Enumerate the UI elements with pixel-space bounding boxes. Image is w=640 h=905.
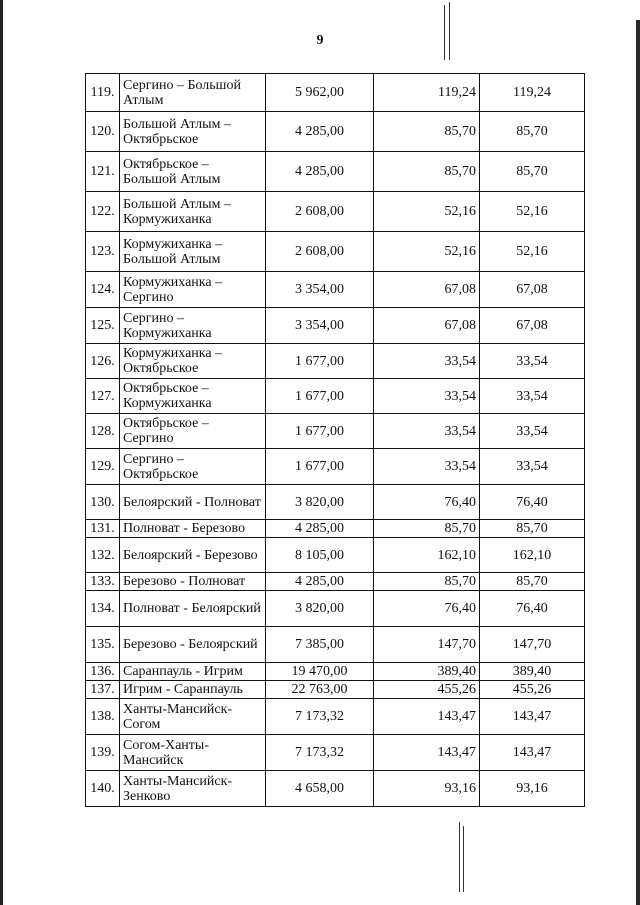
tariff-total: 1 677,00 [266,379,374,414]
route-name: Ханты-Мансийск- Зенково [120,771,266,807]
row-number: 123. [86,232,120,272]
tariff-value-a: 389,40 [374,663,480,681]
row-number: 120. [86,112,120,152]
row-number: 134. [86,591,120,627]
tariff-value-b: 93,16 [480,771,585,807]
page-number: 9 [316,33,324,48]
tariff-total: 22 763,00 [266,681,374,699]
fare-table [85,73,585,807]
row-number: 128. [86,414,120,449]
table-row [86,485,585,520]
route-name: Белоярский - Березово [120,538,266,573]
tariff-total: 5 962,00 [266,74,374,112]
row-number: 122. [86,192,120,232]
tariff-value-b: 67,08 [480,272,585,308]
route-name: Березово - Полноват [120,573,266,591]
tariff-total: 4 285,00 [266,112,374,152]
row-number: 133. [86,573,120,591]
table-row [86,591,585,627]
tariff-value-b: 33,54 [480,379,585,414]
route-name: Большой Атлым – Кормужиханка [120,192,266,232]
tariff-value-b: 455,26 [480,681,585,699]
route-name: Березово - Белоярский [120,627,266,663]
tariff-value-b: 162,10 [480,538,585,573]
row-number: 131. [86,520,120,538]
table-row [86,771,585,807]
tariff-value-a: 33,54 [374,414,480,449]
tariff-value-b: 76,40 [480,485,585,520]
tariff-value-a: 119,24 [374,74,480,112]
scan-mark-top-2 [449,2,450,60]
row-number: 138. [86,699,120,735]
tariff-total: 1 677,00 [266,344,374,379]
tariff-total: 4 658,00 [266,771,374,807]
table-row [86,232,585,272]
tariff-value-b: 85,70 [480,112,585,152]
tariff-value-a: 76,40 [374,485,480,520]
tariff-value-b: 33,54 [480,344,585,379]
route-name: Сергино – Октябрьское [120,449,266,485]
tariff-total: 1 677,00 [266,449,374,485]
tariff-value-b: 143,47 [480,699,585,735]
table-row [86,663,585,681]
row-number: 132. [86,538,120,573]
tariff-value-a: 85,70 [374,112,480,152]
table-row [86,573,585,591]
route-name: Сергино – Кормужиханка [120,308,266,344]
tariff-total: 2 608,00 [266,232,374,272]
row-number: 137. [86,681,120,699]
route-name: Игрим - Саранпауль [120,681,266,699]
tariff-value-a: 67,08 [374,272,480,308]
row-number: 129. [86,449,120,485]
route-name: Саранпауль - Игрим [120,663,266,681]
table-row [86,449,585,485]
route-name: Белоярский - Полноват [120,485,266,520]
tariff-value-b: 119,24 [480,74,585,112]
tariff-value-b: 33,54 [480,414,585,449]
table-row [86,414,585,449]
tariff-value-a: 143,47 [374,699,480,735]
tariff-value-b: 85,70 [480,152,585,192]
scan-edge-right [636,20,640,905]
tariff-value-b: 67,08 [480,308,585,344]
tariff-total: 4 285,00 [266,152,374,192]
tariff-value-a: 52,16 [374,232,480,272]
route-name: Кормужиханка – Октябрьское [120,344,266,379]
table-row [86,735,585,771]
tariff-total: 3 820,00 [266,485,374,520]
route-name: Сергино – Большой Атлым [120,74,266,112]
tariff-total: 2 608,00 [266,192,374,232]
tariff-total: 1 677,00 [266,414,374,449]
row-number: 124. [86,272,120,308]
tariff-value-a: 455,26 [374,681,480,699]
tariff-value-a: 76,40 [374,591,480,627]
tariff-value-a: 93,16 [374,771,480,807]
tariff-value-b: 143,47 [480,735,585,771]
row-number: 119. [86,74,120,112]
table-row [86,74,585,112]
tariff-value-b: 52,16 [480,192,585,232]
route-name: Согом-Ханты- Мансийск [120,735,266,771]
tariff-total: 19 470,00 [266,663,374,681]
row-number: 130. [86,485,120,520]
table-row [86,112,585,152]
tariff-total: 4 285,00 [266,573,374,591]
tariff-total: 3 820,00 [266,591,374,627]
route-name: Ханты-Мансийск- Согом [120,699,266,735]
tariff-value-b: 85,70 [480,520,585,538]
table-row [86,627,585,663]
tariff-value-b: 389,40 [480,663,585,681]
tariff-total: 3 354,00 [266,272,374,308]
scan-edge-left [0,0,3,905]
scan-mark-bottom [459,822,460,892]
route-name: Октябрьское – Кормужиханка [120,379,266,414]
tariff-value-a: 85,70 [374,152,480,192]
row-number: 127. [86,379,120,414]
route-name: Октябрьское – Большой Атлым [120,152,266,192]
route-name: Октябрьское – Сергино [120,414,266,449]
tariff-value-a: 143,47 [374,735,480,771]
table-row [86,520,585,538]
table-row [86,192,585,232]
table-row [86,272,585,308]
tariff-value-a: 147,70 [374,627,480,663]
tariff-value-a: 85,70 [374,573,480,591]
route-name: Полноват - Березово [120,520,266,538]
tariff-value-a: 67,08 [374,308,480,344]
tariff-total: 7 173,32 [266,735,374,771]
route-name: Кормужиханка – Большой Атлым [120,232,266,272]
tariff-value-b: 85,70 [480,573,585,591]
tariff-value-b: 33,54 [480,449,585,485]
row-number: 121. [86,152,120,192]
table-row [86,379,585,414]
tariff-total: 8 105,00 [266,538,374,573]
tariff-value-a: 33,54 [374,344,480,379]
tariff-total: 3 354,00 [266,308,374,344]
tariff-value-b: 52,16 [480,232,585,272]
tariff-value-a: 33,54 [374,449,480,485]
row-number: 136. [86,663,120,681]
table-row [86,538,585,573]
row-number: 126. [86,344,120,379]
table-row [86,344,585,379]
row-number: 140. [86,771,120,807]
tariff-value-b: 147,70 [480,627,585,663]
tariff-value-a: 85,70 [374,520,480,538]
scan-mark-bottom-2 [463,826,464,892]
route-name: Полноват - Белоярский [120,591,266,627]
tariff-total: 4 285,00 [266,520,374,538]
tariff-total: 7 173,32 [266,699,374,735]
tariff-value-b: 76,40 [480,591,585,627]
tariff-value-a: 33,54 [374,379,480,414]
table-row [86,308,585,344]
route-name: Большой Атлым – Октябрьское [120,112,266,152]
table-row [86,152,585,192]
tariff-value-a: 52,16 [374,192,480,232]
table-row [86,681,585,699]
route-name: Кормужиханка – Сергино [120,272,266,308]
row-number: 135. [86,627,120,663]
table-row [86,699,585,735]
tariff-total: 7 385,00 [266,627,374,663]
row-number: 125. [86,308,120,344]
tariff-value-a: 162,10 [374,538,480,573]
row-number: 139. [86,735,120,771]
